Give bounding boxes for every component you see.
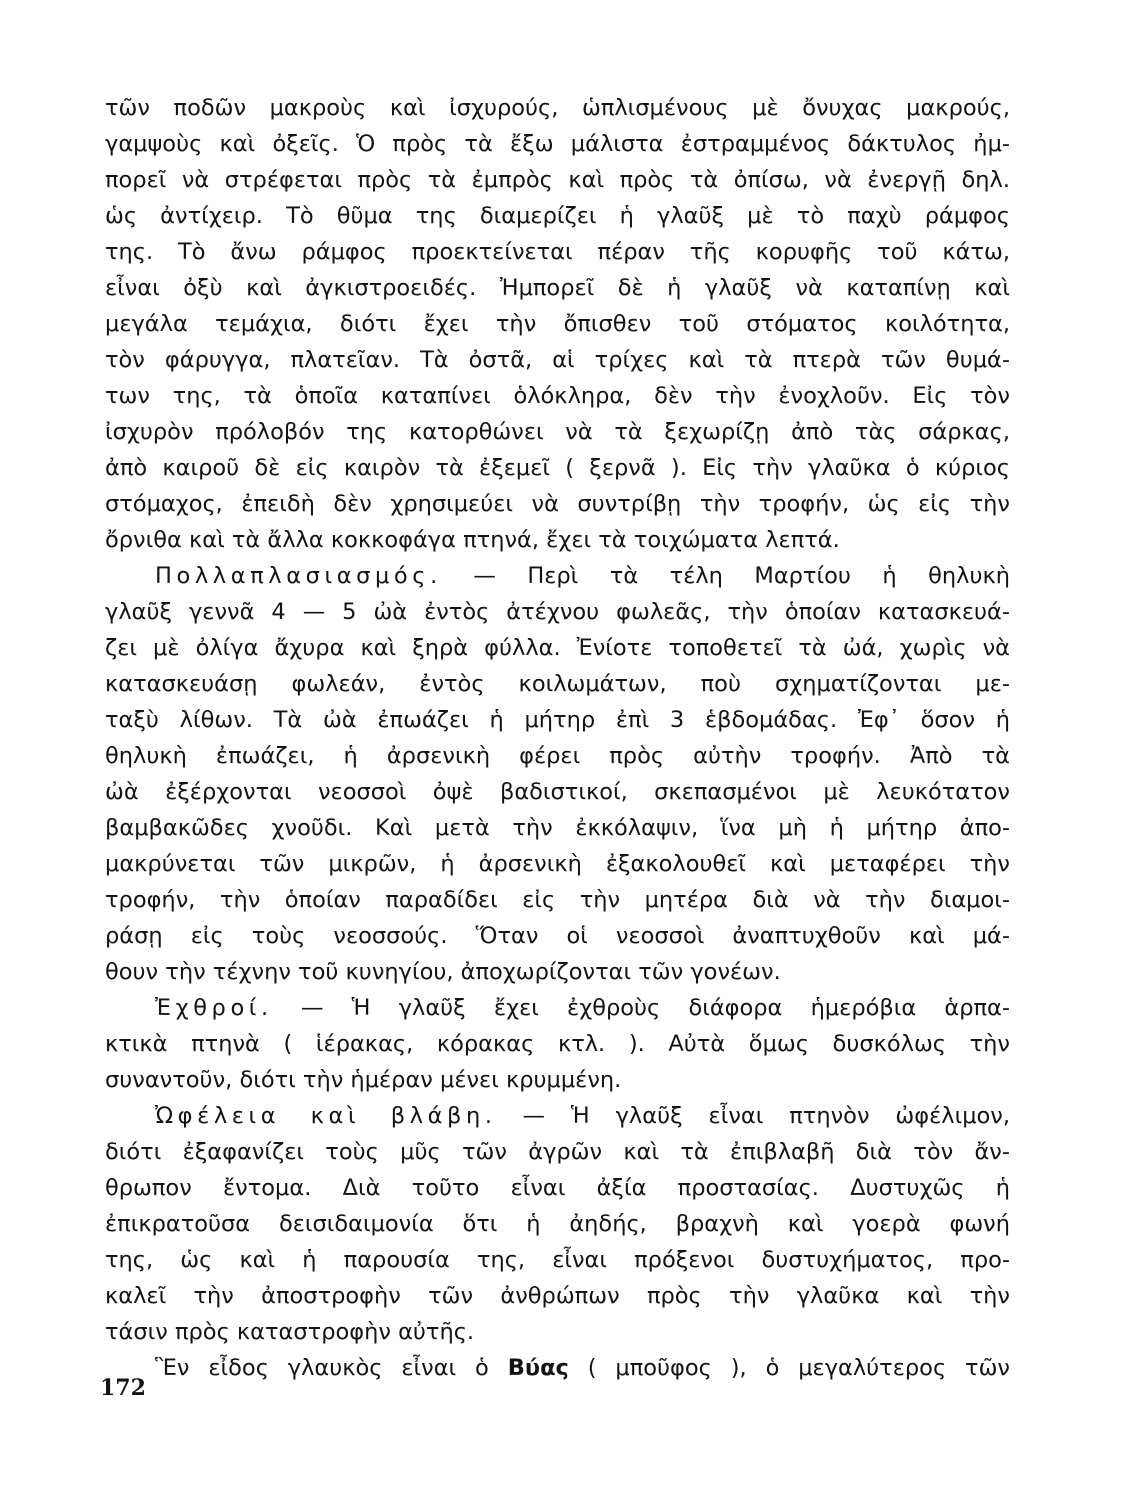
- text-line: ταξὺ λίθων. Τὰ ὠὰ ἐπωάζει ἡ μήτηρ ἐπὶ 3 ἑβδομάδας. Ἐφ᾽ ὅσον ἡ: [105, 707, 1010, 733]
- final-line-start: Ἓν εἶδος γλαυκὸς εἶναι ὁ: [155, 1355, 508, 1381]
- text-line: ἀπὸ καιροῦ δὲ εἰς καιρὸν τὰ ἐξεμεῖ ( ξερνᾶ ). Εἰς τὴν γλαῦκα ὁ κύριος: [105, 455, 1010, 481]
- text-line: τὸν φάρυγγα, πλατεῖαν. Τὰ ὀστᾶ, αἱ τρίχες καὶ τὰ πτερὰ τῶν θυμά-: [105, 347, 1010, 373]
- text-line: βαμβακῶδες χνοῦδι. Καὶ μετὰ τὴν ἐκκόλαψιν, ἵνα μὴ ἡ μήτηρ ἀπο-: [105, 815, 1010, 841]
- final-line-end: ( μποῦφος ), ὁ μεγαλύτερος τῶν: [568, 1355, 1010, 1381]
- text-line: ράσῃ εἰς τοὺς νεοσσούς. Ὅταν οἱ νεοσσοὶ ἀναπτυχθοῦν καὶ μά-: [105, 923, 1010, 949]
- text-line: τάσιν πρὸς καταστροφὴν αὐτῆς.: [105, 1319, 475, 1345]
- section-heading-benefit: Ὠφέλεια καὶ βλάβη.: [155, 1103, 497, 1129]
- text-line: στόμαχος, ἐπειδὴ δὲν χρησιμεύει νὰ συντρίβῃ τὴν τροφήν, ὡς εἰς τὴν: [105, 491, 1010, 517]
- section-first-line: [155, 558, 1010, 594]
- text-line: ὄρνιθα καὶ τὰ ἄλλα κοκκοφάγα πτηνά, ἔχει τὰ τοιχώματα λεπτά.: [105, 527, 840, 553]
- text-line: συναντοῦν, διότι τὴν ἡμέραν μένει κρυμμένη.: [105, 1067, 622, 1093]
- section-text: — Ἡ γλαῦξ εἶναι πτηνὸν ὠφέλιμον,: [496, 1103, 1010, 1129]
- text-line: ὠὰ ἐξέρχονται νεοσσοὶ ὀψὲ βαδιστικοί, σκεπασμένοι μὲ λευκότατον: [105, 779, 1010, 805]
- page-number: 172: [100, 1375, 146, 1401]
- text-line: καλεῖ τὴν ἀποστροφὴν τῶν ἀνθρώπων πρὸς τὴν γλαῦκα καὶ τὴν: [105, 1283, 1010, 1309]
- section-text: — Περὶ τὰ τέλη Μαρτίου ἡ θηλυκὴ: [441, 563, 1010, 589]
- final-line: [155, 1350, 1010, 1386]
- section-text: — Ἡ γλαῦξ ἔχει ἐχθροὺς διάφορα ἡμερόβια ἁρπα-: [272, 995, 1010, 1021]
- text-line: εἶναι ὀξὺ καὶ ἀγκιστροειδές. Ἠμπορεῖ δὲ ἡ γλαῦξ νὰ καταπίνῃ καὶ: [105, 275, 1010, 301]
- text-line: της, ὡς καὶ ἡ παρουσία της, εἶναι πρόξενοι δυστυχήματος, προ-: [105, 1247, 1010, 1273]
- section-first-line: [155, 990, 1010, 1026]
- text-line: γαμψοὺς καὶ ὀξεῖς. Ὁ πρὸς τὰ ἔξω μάλιστα ἐστραμμένος δάκτυλος ἠμ-: [105, 131, 1010, 157]
- text-line: τροφήν, τὴν ὁποίαν παραδίδει εἰς τὴν μητέρα διὰ νὰ τὴν διαμοι-: [105, 887, 1010, 913]
- text-line: γλαῦξ γεννᾶ 4 — 5 ὠὰ ἐντὸς ἀτέχνου φωλεᾶς, τὴν ὁποίαν κατασκευά-: [105, 599, 1010, 625]
- text-line: τῶν ποδῶν μακροὺς καὶ ἰσχυρούς, ὡπλισμένους μὲ ὄνυχας μακρούς,: [105, 95, 1010, 121]
- text-line: των της, τὰ ὁποῖα καταπίνει ὁλόκληρα, δὲν τὴν ἐνοχλοῦν. Εἰς τὸν: [105, 383, 1010, 409]
- text-line: κτικὰ πτηνὰ ( ἱέρακας, κόρακας κτλ. ). Αὐτὰ ὅμως δυσκόλως τὴν: [105, 1031, 1010, 1057]
- text-line: μακρύνεται τῶν μικρῶν, ἡ ἀρσενικὴ ἐξακολουθεῖ καὶ μεταφέρει τὴν: [105, 851, 1010, 877]
- text-line: πορεῖ νὰ στρέφεται πρὸς τὰ ἐμπρὸς καὶ πρὸς τὰ ὀπίσω, νὰ ἐνεργῇ δηλ.: [105, 167, 1010, 193]
- text-line: θρωπον ἔντομα. Διὰ τοῦτο εἶναι ἀξία προστασίας. Δυστυχῶς ἡ: [105, 1175, 1010, 1201]
- text-line: θουν τὴν τέχνην τοῦ κυνηγίου, ἀποχωρίζονται τῶν γονέων.: [105, 959, 781, 985]
- text-line: κατασκευάσῃ φωλεάν, ἐντὸς κοιλωμάτων, ποὺ σχηματίζονται με-: [105, 671, 1010, 697]
- text-line: διότι ἐξαφανίζει τοὺς μῦς τῶν ἀγρῶν καὶ τὰ ἐπιβλαβῆ διὰ τὸν ἄν-: [105, 1139, 1010, 1165]
- section-heading-multiplication: Πολλαπλασιασμός.: [155, 563, 442, 589]
- text-line: ἐπικρατοῦσα δεισιδαιμονία ὅτι ἡ ἀηδής, βραχνὴ καὶ γοερὰ φωνή: [105, 1211, 1010, 1237]
- text-line: της. Τὸ ἄνω ράμφος προεκτείνεται πέραν τῆς κορυφῆς τοῦ κάτω,: [105, 239, 1010, 265]
- text-line: μεγάλα τεμάχια, διότι ἔχει τὴν ὄπισθεν τοῦ στόματος κοιλότητα,: [105, 311, 1010, 337]
- section-heading-enemies: Ἐχθροί.: [155, 995, 273, 1021]
- text-line: ἰσχυρὸν πρόλοβόν της κατορθώνει νὰ τὰ ξεχωρίζῃ ἀπὸ τὰς σάρκας,: [105, 419, 1010, 445]
- text-line: ὡς ἀντίχειρ. Τὸ θῦμα της διαμερίζει ἡ γλαῦξ μὲ τὸ παχὺ ράμφος: [105, 203, 1010, 229]
- text-line: ζει μὲ ὀλίγα ἄχυρα καὶ ξηρὰ φύλλα. Ἐνίοτε τοποθετεῖ τὰ ὠά, χωρὶς νὰ: [105, 635, 1010, 661]
- section-first-line: [155, 1098, 1010, 1134]
- term-byas: Βύας: [507, 1355, 569, 1381]
- text-line: θηλυκὴ ἐπωάζει, ἡ ἀρσενικὴ φέρει πρὸς αὐτὴν τροφήν. Ἀπὸ τὰ: [105, 743, 1010, 769]
